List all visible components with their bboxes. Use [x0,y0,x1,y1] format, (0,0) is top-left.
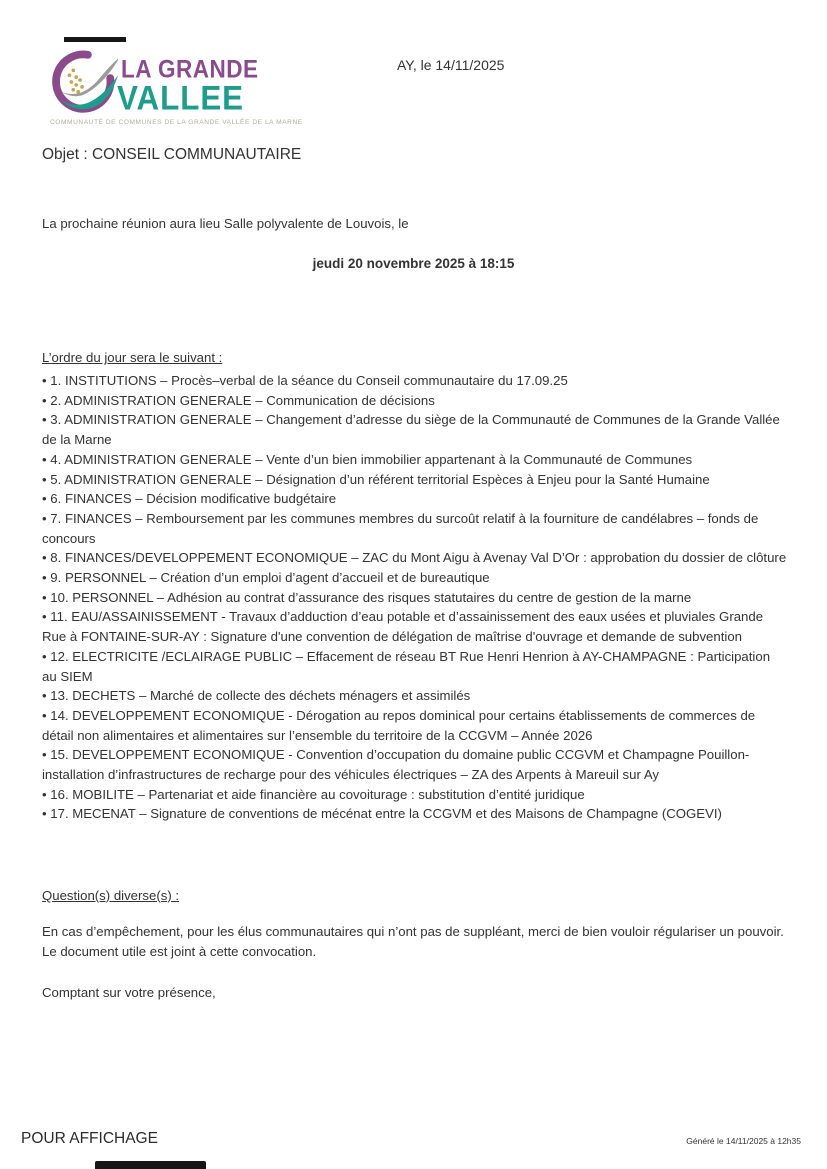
agenda-item: • 10. PERSONNEL – Adhésion au contrat d’assurance des risques statutaires du centre de gestion de la marne [42,589,692,605]
footer-generated-timestamp: Généré le 14/11/2025 à 12h35 [686,1136,801,1146]
agenda-item: • 9. PERSONNEL – Création d’un emploi d’agent d’accueil et de bureautique [42,570,490,586]
meeting-datetime: jeudi 20 novembre 2025 à 18:15 [312,256,515,271]
logo-name-line2: VALLEE [117,78,245,117]
agenda-item: • 12. ELECTRICITE /ECLAIRAGE PUBLIC – Effacement de réseau BT Rue Henri Henrion à AY-CHAMPAGNE : Participation au SIEM [42,648,771,684]
agenda-item: • 6. FINANCES – Décision modificative budgétaire [42,491,337,507]
agenda-item: • 4. ADMINISTRATION GENERALE – Vente d’un bien immobilier appartenant à la Communauté de Communes [42,451,693,467]
agenda-item: • 8. FINANCES/DEVELOPPEMENT ECONOMIQUE – ZAC du Mont Aigu à Avenay Val D’Or : approbation du dossier de clôture [42,550,787,566]
ccgvm-logo [50,44,303,130]
subject-line: Objet : CONSEIL COMMUNAUTAIRE [42,146,302,163]
logo-subtitle: COMMUNAUTÉ DE COMMUNES DE LA GRANDE VALLÉE DE LA MARNE [50,119,303,126]
agenda-item: • 7. FINANCES – Remboursement par les communes membres du surcoût relatif à la fourniture de candélabres – fonds de concours [42,510,759,546]
agenda-item: • 2. ADMINISTRATION GENERALE – Communication de décisions [42,392,435,408]
cropped-top-bar [64,37,126,42]
cropped-bottom-bar [95,1161,206,1169]
questions-heading: Question(s) diverse(s) : [42,888,180,903]
agenda-item: • 14. DEVELOPPEMENT ECONOMIQUE - Dérogation au repos dominical pour certains établissements de commerces de détail non alimentaires et alimentaires sur l’ensemble du territoire de la CCGVM – Année 2026 [42,707,756,743]
footer-affichage-label: POUR AFFICHAGE [21,1130,158,1147]
agenda-item: • 5. ADMINISTRATION GENERALE – Désignation d’un référent territorial Espèces à Enjeu pour la Santé Humaine [42,471,710,487]
agenda-item: • 13. DECHETS – Marché de collecte des déchets ménagers et assimilés [42,688,471,704]
absence-note: En cas d’empêchement, pour les élus communautaires qui n’ont pas de suppléant, merci de bien vouloir régulariser un pouvoir. Le document utile est joint à cette convocation. [42,924,784,959]
logo-name-line1: LA GRANDE [121,55,259,84]
agenda-item: • 17. MECENAT – Signature de conventions de mécénat entre la CCGVM et des Maisons de Champagne (COGEVI) [42,806,722,822]
closing-line: Comptant sur votre présence, [42,985,216,1000]
agenda-item: • 15. DEVELOPPEMENT ECONOMIQUE - Convention d’occupation du domaine public CCGVM et Champagne Pouillon- installation d’infrastructures de recharge pour des véhicules électriques – ZA des Arpents à Mareuil sur Ay [42,747,750,783]
date-line: AY, le 14/11/2025 [397,57,505,73]
agenda-list [42,371,788,824]
agenda-item: • 3. ADMINISTRATION GENERALE – Changement d’adresse du siège de la Communauté de Communes de la Grande Vallée de la Marne [42,412,780,448]
logo-emblem-icon [50,48,118,116]
agenda-item: • 11. EAU/ASSAINISSEMENT - Travaux d’adduction d’eau potable et d’assainissement des eaux usées et pluviales Grande Rue à FONTAINE-SUR-AY : Signature d'une convention de délégation de maîtrise d'ouvrage et demande de subvention [42,609,764,645]
agenda-item: • 16. MOBILITE – Partenariat et aide financière au covoiturage : substitution d’entité juridique [42,786,585,802]
intro-line: La prochaine réunion aura lieu Salle polyvalente de Louvois, le [42,216,409,231]
agenda-heading: L’ordre du jour sera le suivant : [42,350,223,365]
agenda-item: • 1. INSTITUTIONS – Procès–verbal de la séance du Conseil communautaire du 17.09.25 [42,373,568,388]
